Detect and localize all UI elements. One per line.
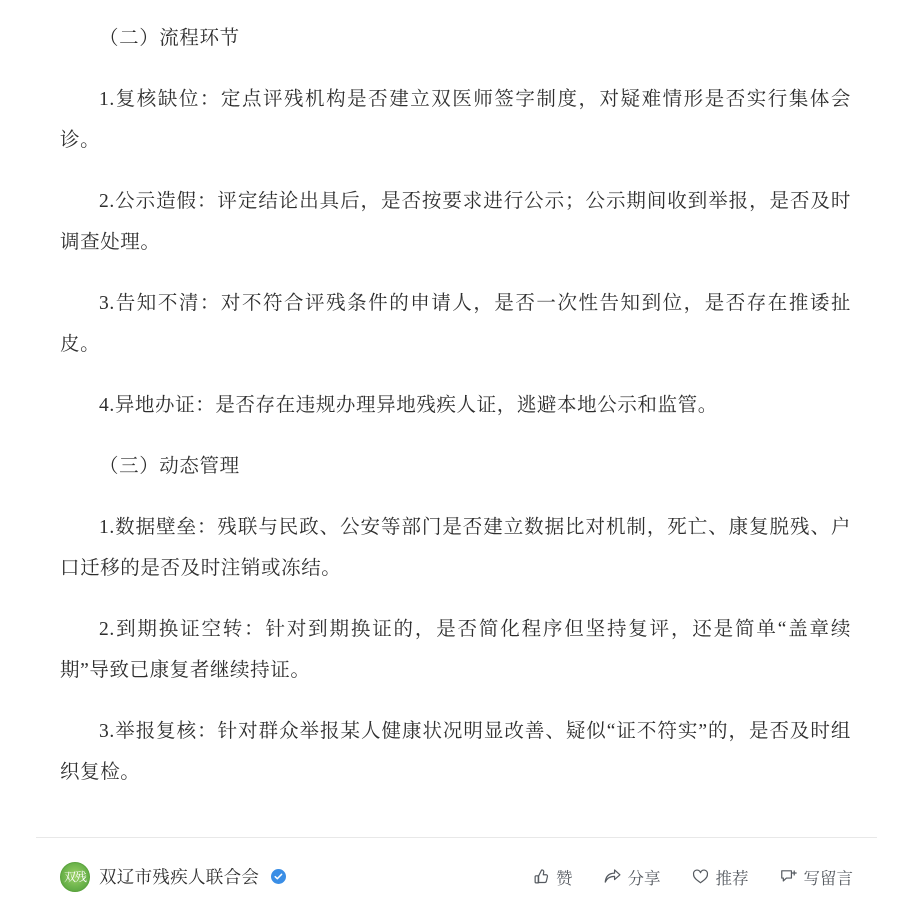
article-paragraph: 2.到期换证空转：针对到期换证的，是否简化程序但坚持复评，还是简单“盖章续期”导致已康复者继续持证。 <box>60 619 851 681</box>
like-label: 赞 <box>556 869 573 888</box>
article-paragraph: 3.举报复核：针对群众举报某人健康状况明显改善、疑似“证不符实”的，是否及时组织复检。 <box>60 721 851 783</box>
article-paragraph: 1.复核缺位：定点评残机构是否建立双医师签字制度，对疑难情形是否实行集体会诊。 <box>60 89 851 151</box>
article-paragraph: 2.公示造假：评定结论出具后，是否按要求进行公示；公示期间收到举报，是否及时调查处理。 <box>60 191 851 253</box>
section-heading: （二）流程环节 <box>99 28 240 49</box>
comment-button[interactable] <box>779 865 854 889</box>
thumbs-up-icon <box>531 867 550 886</box>
account-name[interactable]: 双辽市残疾人联合会 <box>99 867 260 887</box>
heart-icon <box>691 867 710 886</box>
account-block[interactable] <box>60 862 286 892</box>
share-label: 分享 <box>627 869 661 888</box>
article-paragraph: 4.异地办证：是否存在违规办理异地残疾人证，逃避本地公示和监管。 <box>99 395 718 416</box>
avatar: 双残 <box>60 862 90 892</box>
article-paragraph: 3.告知不清：对不符合评残条件的申请人，是否一次性告知到位，是否存在推诿扯皮。 <box>60 293 851 355</box>
like-button[interactable] <box>531 865 573 889</box>
verified-badge-icon <box>271 869 286 884</box>
article-paragraph: 1.数据壁垒：残联与民政、公安等部门是否建立数据比对机制，死亡、康复脱残、户口迁移的是否及时注销或冻结。 <box>60 517 851 579</box>
comment-label: 写留言 <box>803 869 853 888</box>
article-footer <box>36 837 877 915</box>
action-bar <box>531 865 853 889</box>
share-icon <box>603 867 622 886</box>
recommend-button[interactable] <box>691 865 749 889</box>
recommend-label: 推荐 <box>715 869 749 888</box>
section-heading: （三）动态管理 <box>99 456 240 477</box>
comment-icon <box>779 867 798 886</box>
share-button[interactable] <box>603 865 661 889</box>
